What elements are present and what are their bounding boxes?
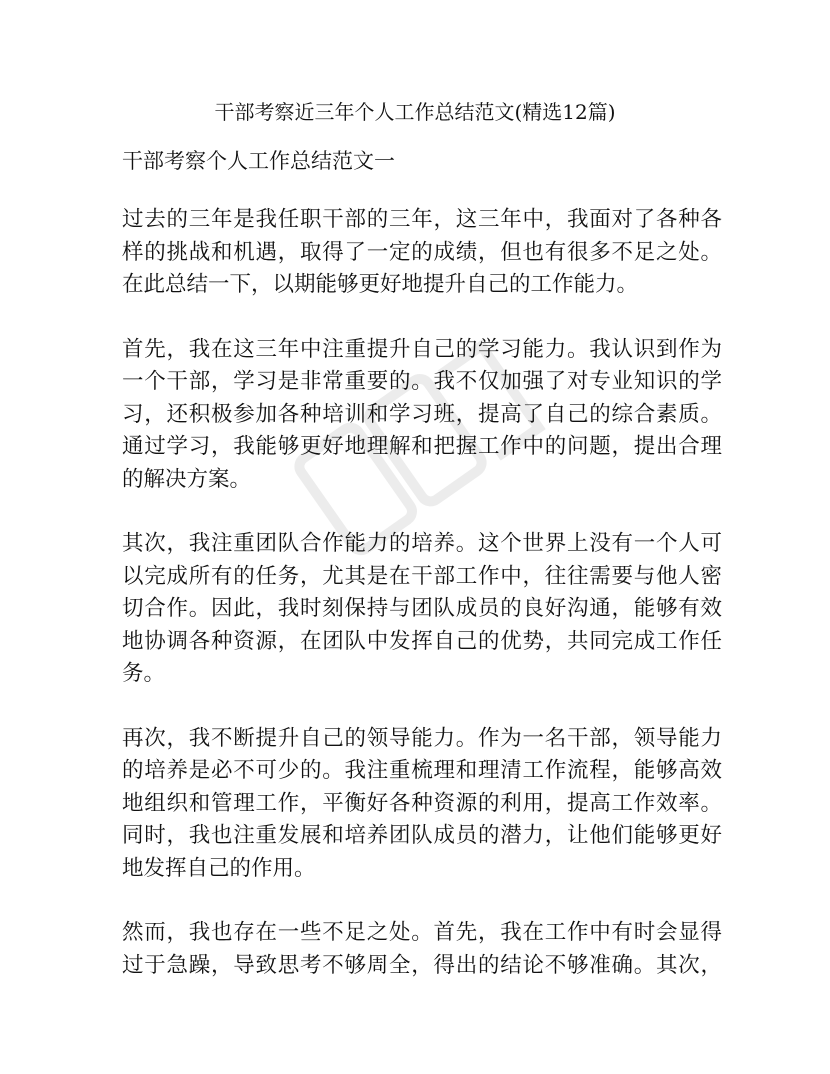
text-line: 地协调各种资源，在团队中发挥自己的优势，共同完成工作任 xyxy=(122,628,722,654)
text-line: 切合作。因此，我时刻保持与团队成员的良好沟通，能够有效 xyxy=(122,596,722,621)
body-text xyxy=(122,204,722,1014)
text-line: 首先，我在这三年中注重提升自己的学习能力。我认识到作为 xyxy=(122,336,722,362)
text-line: 一个干部，学习是非常重要的。我不仅加强了对专业知识的学 xyxy=(122,369,722,394)
text-line: 通过学习，我能够更好地理解和把握工作中的问题，提出合理 xyxy=(122,434,722,459)
text-line: 再次，我不断提升自己的领导能力。作为一名干部，领导能力 xyxy=(122,725,722,751)
text-line: 同时，我也注重发展和培养团队成员的潜力，让他们能够更好 xyxy=(122,823,722,848)
text-line: 习，还积极参加各种培训和学习班，提高了自己的综合素质。 xyxy=(122,401,722,427)
text-line: 务。 xyxy=(122,661,166,686)
text-line: 地组织和管理工作，平衡好各种资源的利用，提高工作效率。 xyxy=(122,790,722,816)
text-line: 的解决方案。 xyxy=(122,466,252,492)
paragraph xyxy=(122,334,722,497)
section-heading: 干部考察个人工作总结范文一 xyxy=(122,149,395,173)
paragraph xyxy=(122,204,722,302)
text-line: 地发挥自己的作用。 xyxy=(122,855,316,881)
paragraph xyxy=(122,917,722,982)
text-line: 过于急躁，导致思考不够周全，得出的结论不够准确。其次， xyxy=(122,952,722,978)
paragraph xyxy=(122,723,722,886)
text-line: 其次，我注重团队合作能力的培养。这个世界上没有一个人可 xyxy=(122,531,722,556)
paragraph xyxy=(122,528,722,691)
text-line: 样的挑战和机遇，取得了一定的成绩，但也有很多不足之处。 xyxy=(122,239,722,265)
document-title: 干部考察近三年个人工作总结范文(精选12篇) xyxy=(214,100,616,124)
text-line: 在此总结一下，以期能够更好地提升自己的工作能力。 xyxy=(122,272,639,297)
text-line: 以完成所有的任务，尤其是在干部工作中，往往需要与他人密 xyxy=(122,563,722,589)
text-line: 的培养是必不可少的。我注重梳理和理清工作流程，能够高效 xyxy=(122,758,722,783)
text-line: 过去的三年是我任职干部的三年，这三年中，我面对了各种各 xyxy=(122,207,722,232)
text-line: 然而，我也存在一些不足之处。首先，我在工作中有时会显得 xyxy=(122,920,722,945)
